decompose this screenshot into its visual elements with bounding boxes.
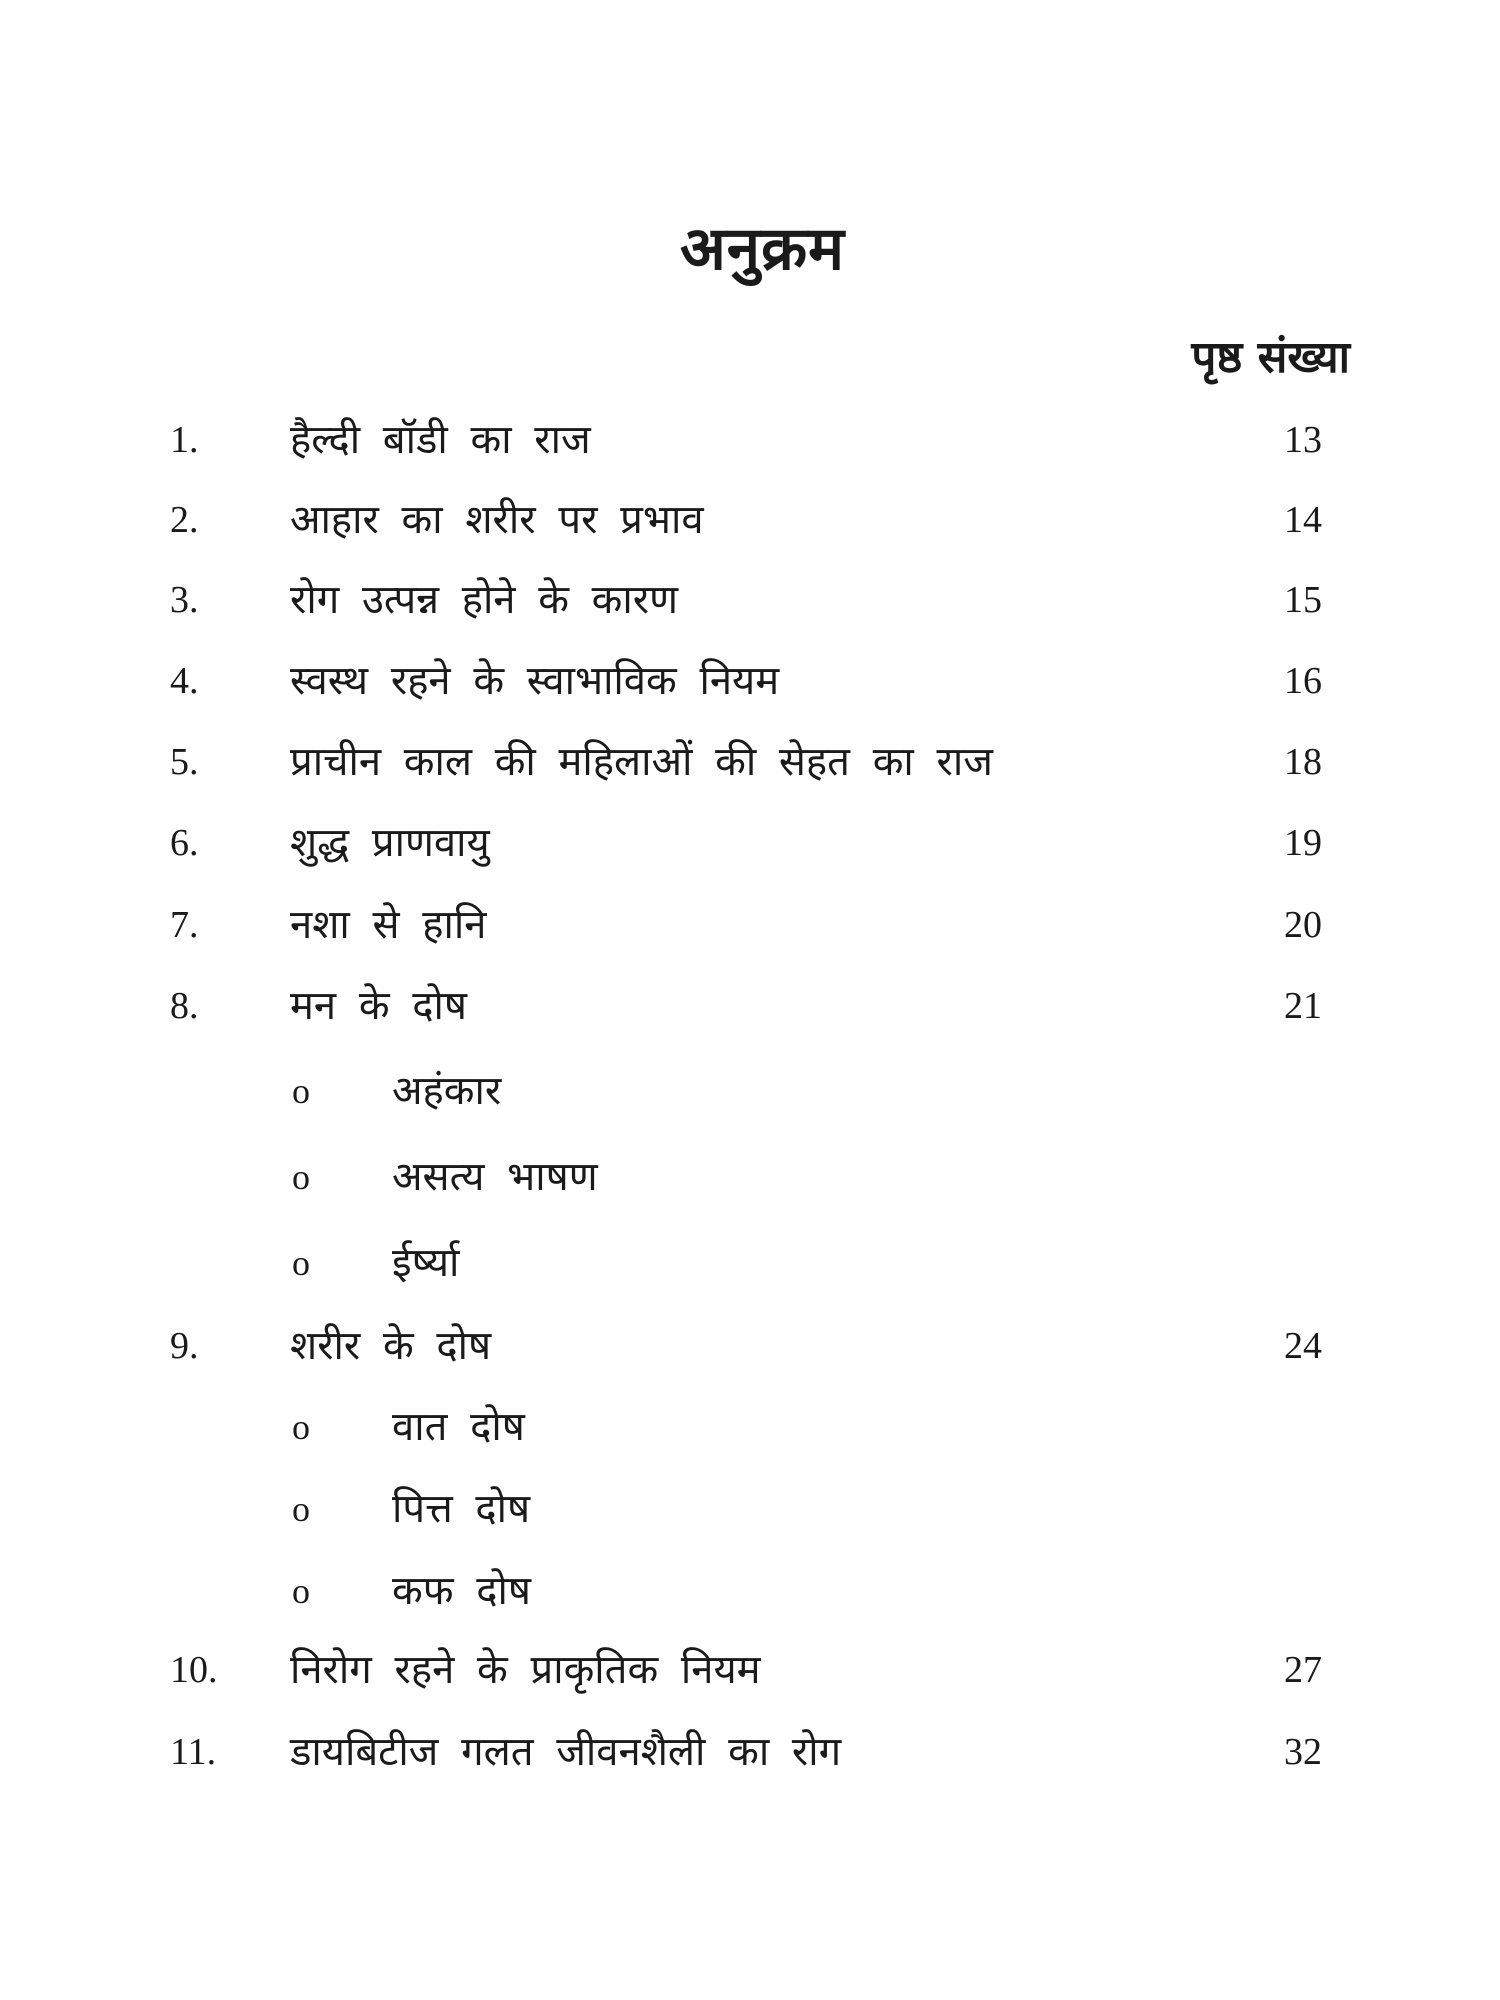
entry-title: आहार का शरीर पर प्रभाव xyxy=(290,497,704,543)
entry-page-number: 27 xyxy=(1284,1649,1322,1691)
entry-page-number: 20 xyxy=(1284,904,1322,946)
bullet-marker: o xyxy=(292,1243,310,1283)
entry-number: 8. xyxy=(170,985,199,1027)
entry-title: नशा से हानि xyxy=(290,902,487,948)
entry-number: 6. xyxy=(170,822,199,864)
entry-page-number: 24 xyxy=(1284,1325,1322,1367)
entry-title: प्राचीन काल की महिलाओं की सेहत का राज xyxy=(290,739,993,785)
toc-entry xyxy=(0,808,1500,878)
subentry-title: असत्य भाषण xyxy=(392,1154,598,1200)
page-number-column-header: पृष्ठ संख्या xyxy=(1191,332,1350,383)
toc-subentry xyxy=(0,1474,1500,1544)
toc-subentry xyxy=(0,1228,1500,1298)
entry-page-number: 32 xyxy=(1284,1731,1322,1773)
entry-number: 1. xyxy=(170,419,199,461)
entry-number: 10. xyxy=(170,1649,218,1691)
subentry-title: पित्त दोष xyxy=(392,1486,531,1532)
entry-number: 3. xyxy=(170,579,199,621)
page-title: अनुक्रम xyxy=(679,214,846,284)
entry-number: 11. xyxy=(170,1731,217,1773)
entry-title: डायबिटीज गलत जीवनशैली का रोग xyxy=(290,1729,842,1775)
toc-entry xyxy=(0,565,1500,635)
entry-title: निरोग रहने के प्राकृतिक नियम xyxy=(290,1647,761,1693)
toc-subentry xyxy=(0,1392,1500,1462)
entry-title: स्वस्थ रहने के स्वाभाविक नियम xyxy=(290,658,780,704)
entry-page-number: 18 xyxy=(1284,741,1322,783)
entry-page-number: 19 xyxy=(1284,822,1322,864)
subentry-title: अहंकार xyxy=(392,1068,502,1114)
entry-title: हैल्दी बॉडी का राज xyxy=(290,417,591,463)
subentry-title: वात दोष xyxy=(392,1404,525,1450)
toc-entry xyxy=(0,971,1500,1041)
entry-title: शरीर के दोष xyxy=(290,1323,492,1369)
bullet-marker: o xyxy=(292,1407,310,1447)
toc-entry xyxy=(0,1717,1500,1787)
toc-subentry xyxy=(0,1142,1500,1212)
entry-page-number: 14 xyxy=(1284,499,1322,541)
toc-entry xyxy=(0,485,1500,555)
entry-page-number: 13 xyxy=(1284,419,1322,461)
subentry-title: ईर्ष्या xyxy=(392,1240,460,1286)
toc-entry xyxy=(0,646,1500,716)
entry-number: 2. xyxy=(170,499,199,541)
toc-entry xyxy=(0,890,1500,960)
toc-entry xyxy=(0,1635,1500,1705)
entry-page-number: 16 xyxy=(1284,660,1322,702)
bullet-marker: o xyxy=(292,1071,310,1111)
entry-number: 7. xyxy=(170,904,199,946)
bullet-marker: o xyxy=(292,1157,310,1197)
bullet-marker: o xyxy=(292,1571,310,1611)
entry-title: शुद्ध प्राणवायु xyxy=(290,820,490,866)
toc-entry xyxy=(0,405,1500,475)
entry-title: मन के दोष xyxy=(290,983,467,1029)
entry-number: 5. xyxy=(170,741,199,783)
toc-subentry xyxy=(0,1556,1500,1626)
bullet-marker: o xyxy=(292,1489,310,1529)
subentry-title: कफ दोष xyxy=(392,1568,531,1614)
entry-page-number: 15 xyxy=(1284,579,1322,621)
entry-number: 9. xyxy=(170,1325,199,1367)
toc-entry xyxy=(0,727,1500,797)
entry-number: 4. xyxy=(170,660,199,702)
entry-title: रोग उत्पन्न होने के कारण xyxy=(290,577,679,623)
toc-subentry xyxy=(0,1056,1500,1126)
toc-entry xyxy=(0,1311,1500,1381)
entry-page-number: 21 xyxy=(1284,985,1322,1027)
